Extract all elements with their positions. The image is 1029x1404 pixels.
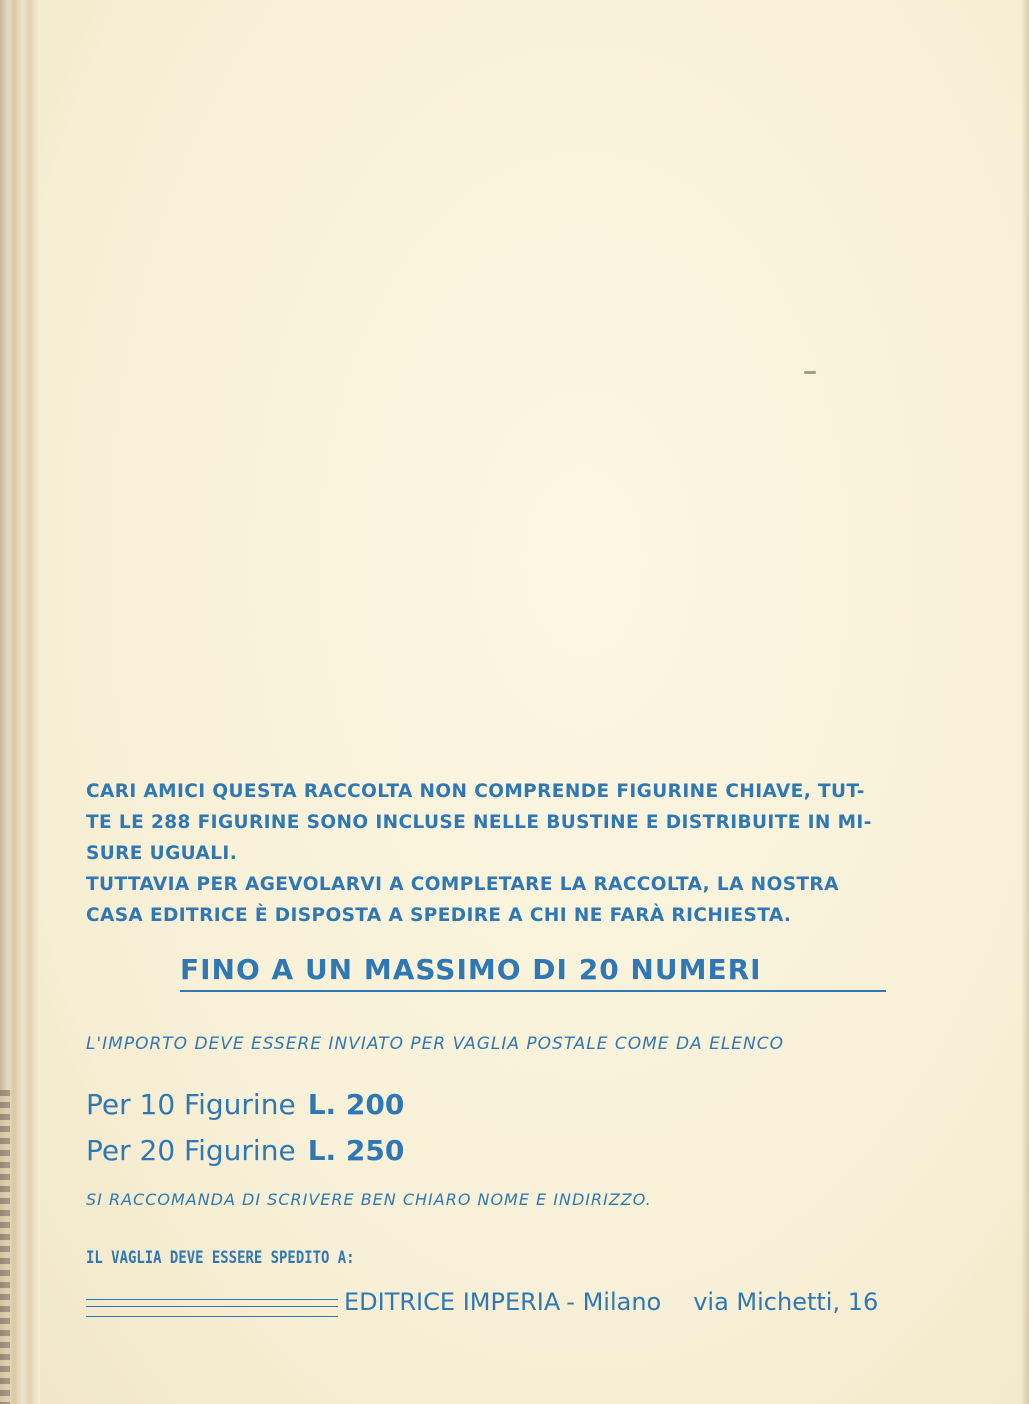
notice-line: CASA EDITRICE È DISPOSTA A SPEDIRE A CHI NE FARÀ RICHIESTA. (86, 905, 792, 926)
notice-line: SURE UGUALI. (86, 843, 238, 864)
binding-spine (0, 0, 40, 1404)
publisher-street: via Michetti, 16 (693, 1288, 879, 1316)
notice-line: TE LE 288 FIGURINE SONO INCLUSE NELLE BUSTINE E DISTRIBUITE IN MI- (86, 812, 872, 833)
page-edge-shadow (1021, 0, 1029, 1404)
price-label: Per 20 Figurine (86, 1134, 296, 1167)
spine-print-mark (0, 1090, 10, 1404)
price-row (86, 1134, 404, 1167)
blank-fill-line (86, 1316, 338, 1317)
notice-line: CARI AMICI QUESTA RACCOLTA NON COMPRENDE FIGURINE CHIAVE, TUT- (86, 781, 865, 802)
publisher-name: EDITRICE IMPERIA (344, 1288, 561, 1316)
collection-notice (86, 776, 986, 931)
send-to-label: IL VAGLIA DEVE ESSERE SPEDITO A: (86, 1248, 355, 1268)
paper-speck (804, 371, 816, 374)
blank-fill-line (86, 1299, 338, 1300)
price-label: Per 10 Figurine (86, 1088, 296, 1121)
price-amount: L. 200 (307, 1088, 405, 1121)
price-row (86, 1088, 404, 1121)
publisher-city: - Milano (566, 1288, 662, 1316)
notice-line: TUTTAVIA PER AGEVOLARVI A COMPLETARE LA RACCOLTA, LA NOSTRA (86, 874, 839, 895)
max-numbers-headline: FINO A UN MASSIMO DI 20 NUMERI (180, 953, 762, 986)
price-amount: L. 250 (307, 1134, 405, 1167)
payment-instruction: L'IMPORTO DEVE ESSERE INVIATO PER VAGLIA POSTALE COME DA ELENCO (86, 1034, 785, 1054)
publisher-address (344, 1288, 878, 1316)
headline-underline (180, 990, 886, 992)
address-recommendation: SI RACCOMANDA DI SCRIVERE BEN CHIARO NOME E INDIRIZZO. (86, 1190, 652, 1209)
blank-fill-line (86, 1306, 338, 1307)
